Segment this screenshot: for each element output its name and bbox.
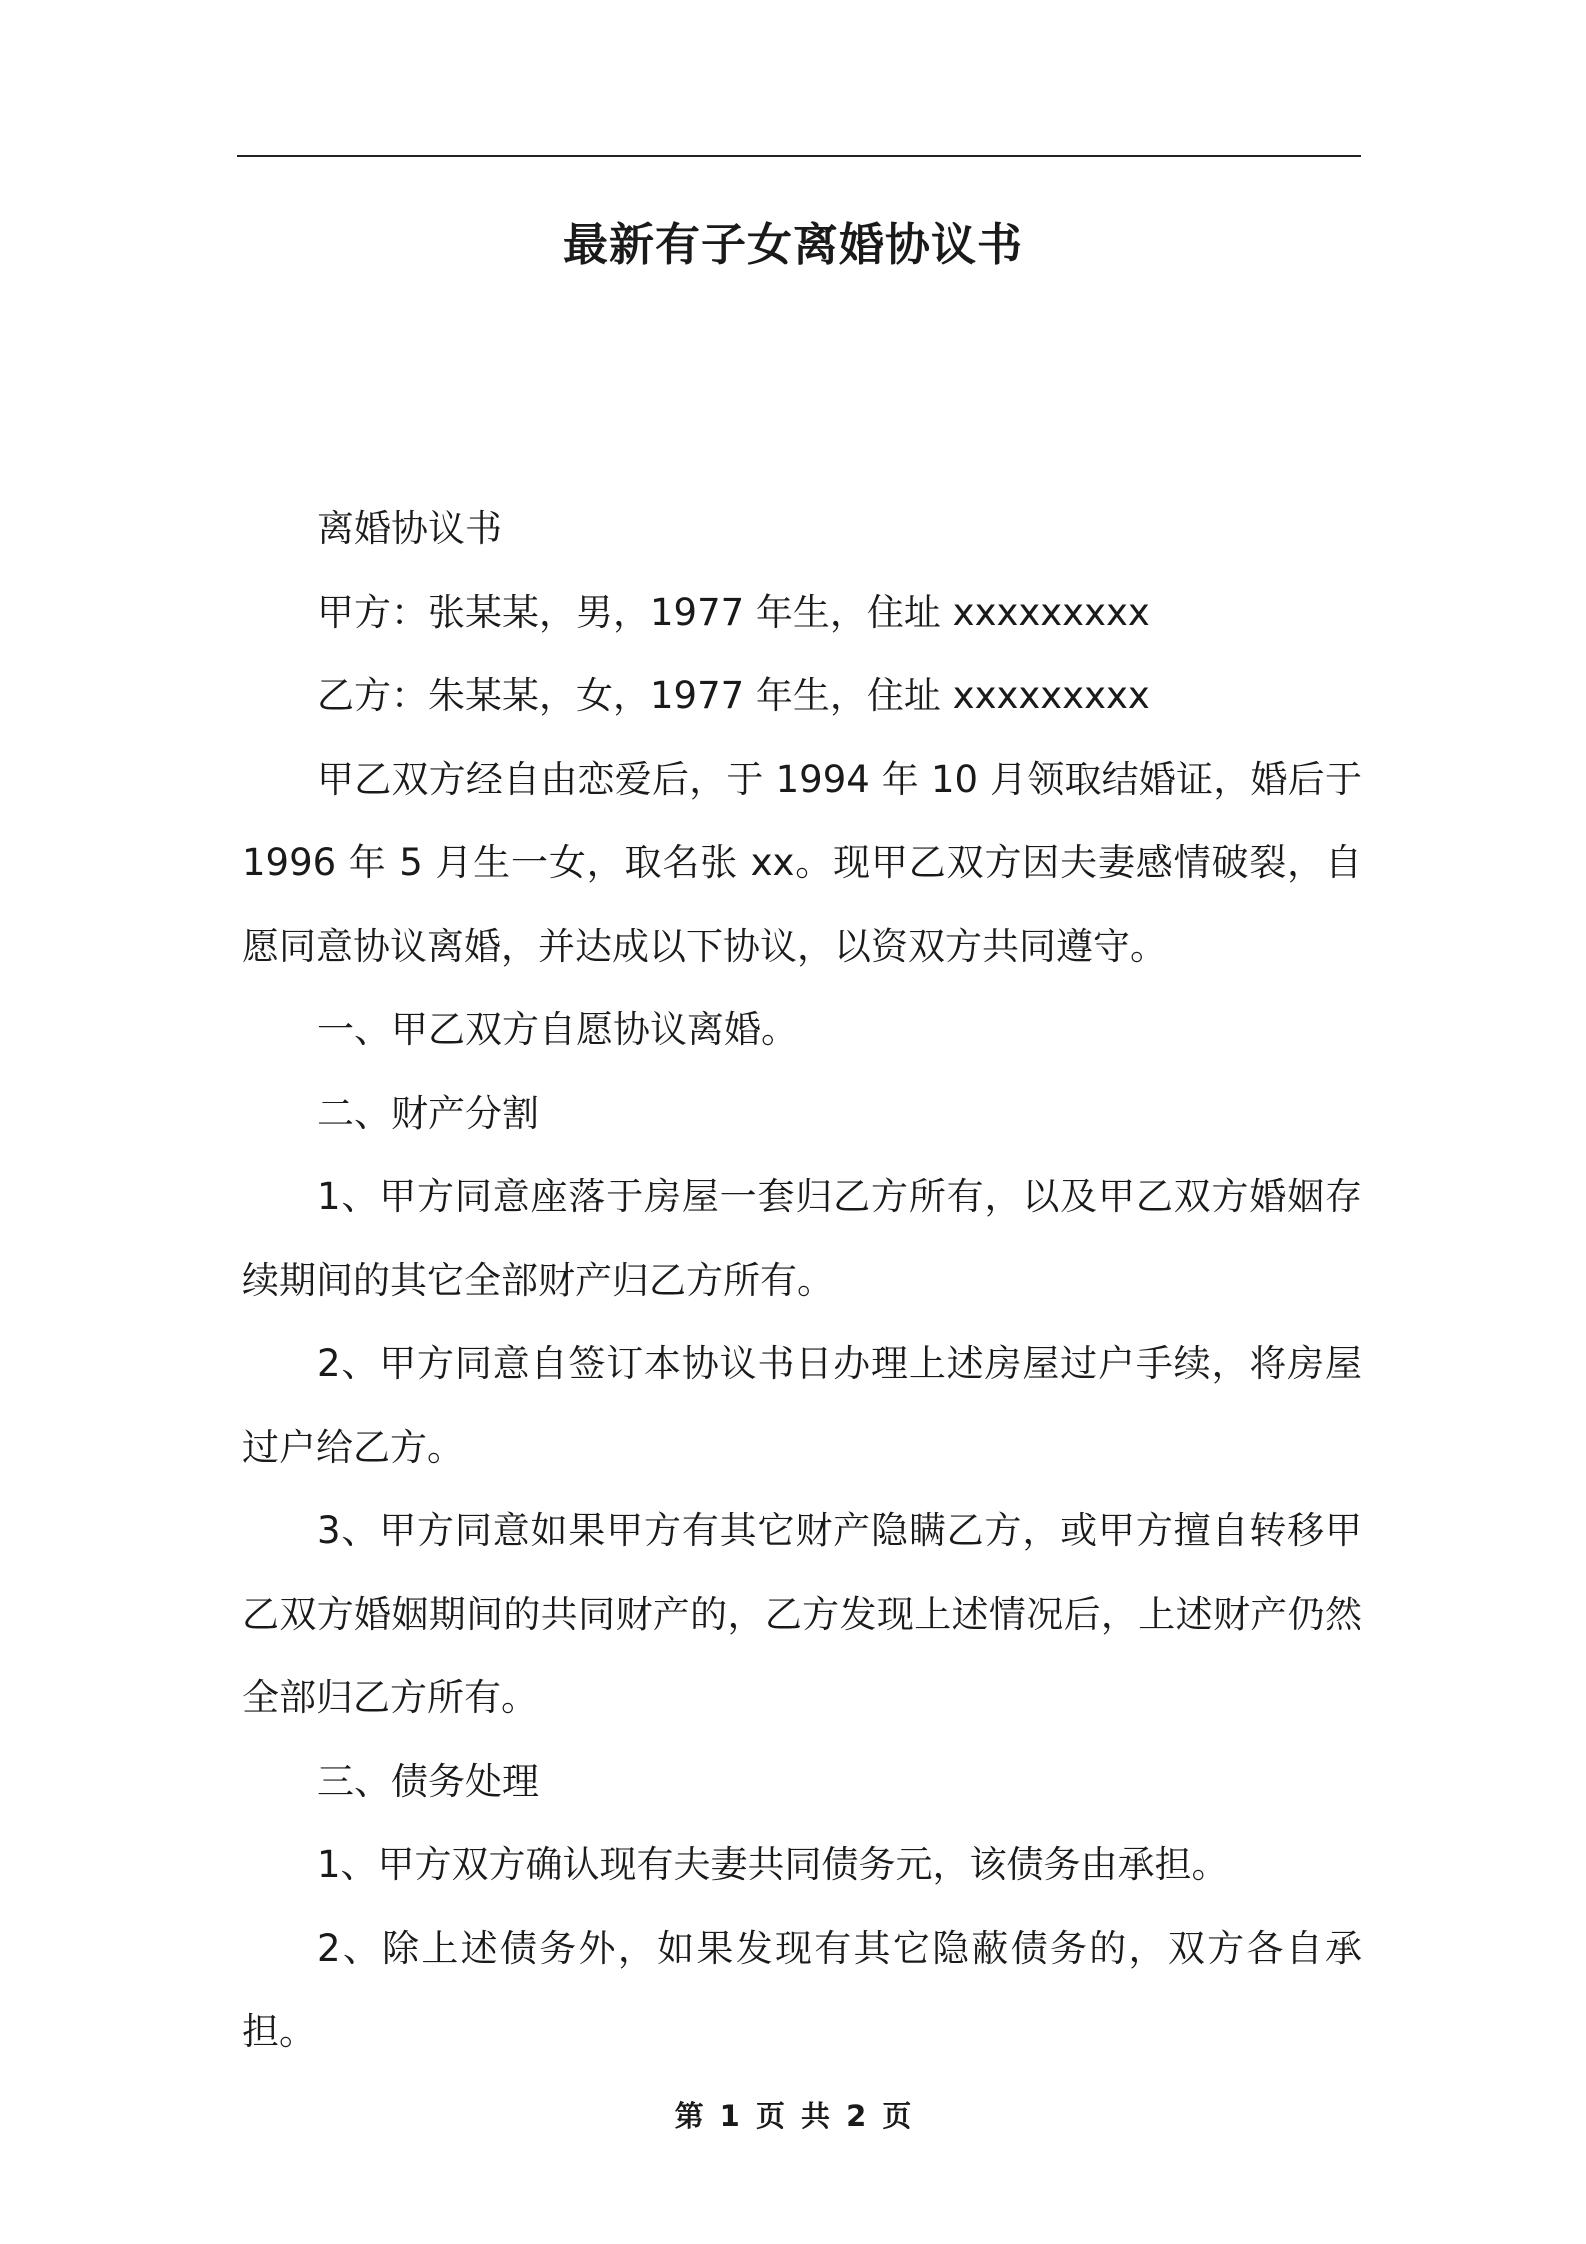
paragraph: 甲乙双方经自由恋爱后，于 1994 年 10 月领取结婚证，婚后于 1996 年 5 月生一女，取名张 xx。现甲乙双方因夫妻感情破裂，自愿同意协议离婚，并达成以下协议，以资双方共同遵守。 xyxy=(242,757,1374,968)
paragraph: 2、甲方同意自签订本协议书日办理上述房屋过户手续，将房屋过户给乙方。 xyxy=(242,1342,1362,1469)
paragraph: 1、甲方双方确认现有夫妻共同债务元，该债务由承担。 xyxy=(317,1843,1229,1886)
paragraph: 乙方：朱某某，女，1977 年生，住址 xxxxxxxxx xyxy=(317,674,1150,717)
page-number: 第 1 页 共 2 页 xyxy=(674,2099,912,2133)
paragraph: 三、债务处理 xyxy=(317,1759,539,1803)
paragraph: 甲方：张某某，男，1977 年生，住址 xxxxxxxxx xyxy=(317,590,1150,634)
document-title: 最新有子女离婚协议书 xyxy=(562,218,1023,271)
paragraph: 二、财产分割 xyxy=(317,1091,539,1135)
paragraph: 3、甲方同意如果甲方有其它财产隐瞒乙方，或甲方擅自转移甲乙双方婚姻期间的共同财产的，乙方发现上述情况后，上述财产仍然全部归乙方所有。 xyxy=(242,1509,1362,1719)
paragraph: 离婚协议书 xyxy=(317,507,502,550)
document-body xyxy=(242,487,1374,2074)
paragraph: 一、甲乙双方自愿协议离婚。 xyxy=(317,1008,798,1051)
paragraph: 1、甲方同意座落于房屋一套归乙方所有，以及甲乙双方婚姻存续期间的其它全部财产归乙方所有。 xyxy=(242,1175,1362,1302)
paragraph: 2、除上述债务外，如果发现有其它隐蔽债务的，双方各自承担。 xyxy=(242,1926,1362,2053)
header-rule xyxy=(237,155,1361,157)
